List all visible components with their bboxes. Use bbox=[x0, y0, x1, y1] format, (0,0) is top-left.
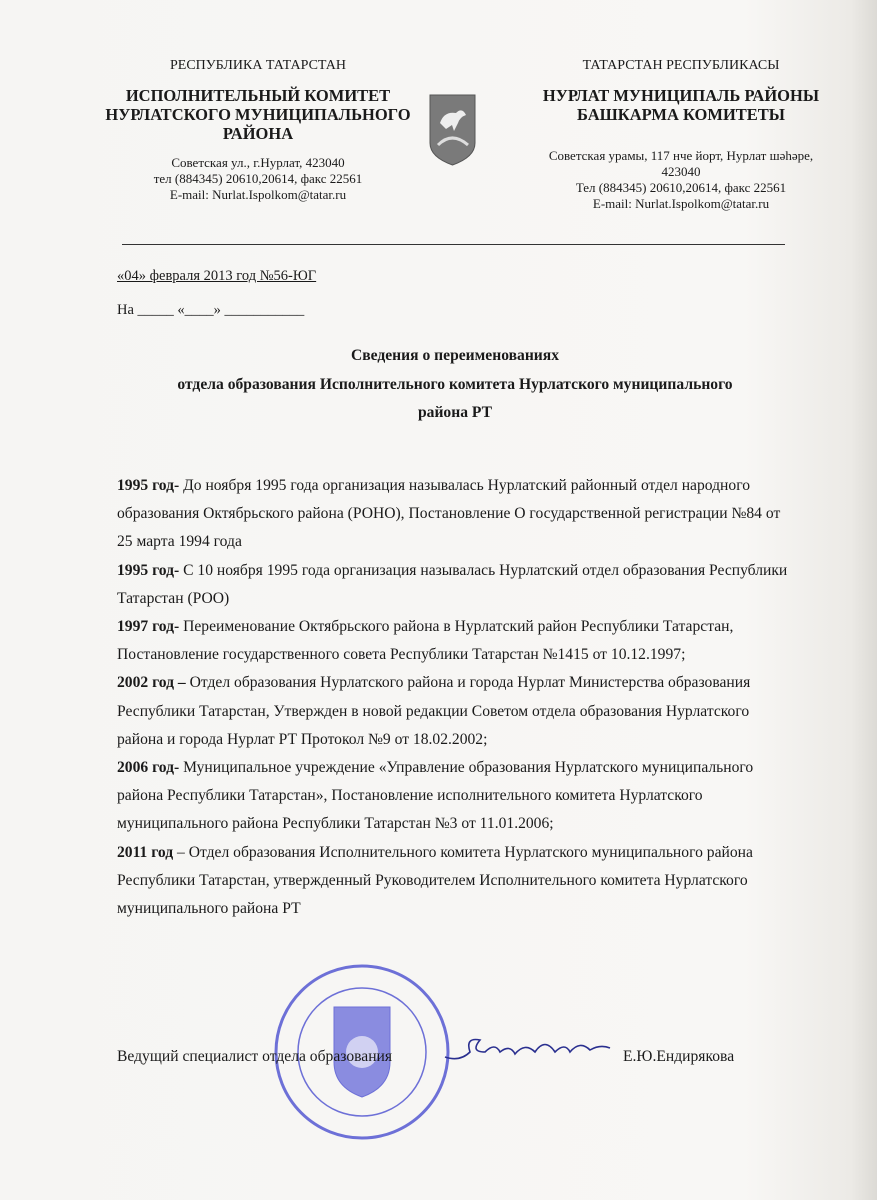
title-line: Сведения о переименованиях bbox=[350, 347, 560, 364]
phone-tt: Тел (884345) 20610,20614, факс 22561 bbox=[575, 180, 787, 195]
signer-name: Е.Ю.Ендирякова bbox=[623, 1048, 735, 1065]
entry-year: 1997 год- bbox=[117, 618, 180, 636]
entry bbox=[117, 754, 797, 839]
org-name-tt-2: БАШКАРМА КОМИТЕТЫ bbox=[577, 105, 785, 124]
org-name-ru-2: НУРЛАТСКОГО МУНИЦИПАЛЬНОГО bbox=[105, 105, 411, 124]
email-label: E-mail: bbox=[592, 196, 636, 211]
entry bbox=[117, 613, 797, 669]
entry-text: До ноября 1995 года организация называлась Нурлатский районный отдел народного образования Октябрьского района (РОНО), Постановление О государственной регистрации №84 от 25 марта 1994 года bbox=[117, 477, 781, 551]
header-right bbox=[528, 58, 834, 212]
entry bbox=[117, 557, 797, 613]
email-link[interactable]: Nurlat.Ispolkom@tatar.ru bbox=[212, 187, 347, 202]
document-body bbox=[117, 472, 797, 923]
coat-of-arms bbox=[428, 93, 477, 163]
org-name-ru-1: ИСПОЛНИТЕЛЬНЫЙ КОМИТЕТ bbox=[125, 86, 391, 105]
header-divider bbox=[122, 244, 785, 245]
entry-text: Муниципальное учреждение «Управление образования Нурлатского муниципального района Республики Татарстан», Постановление исполнительного комитета Нурлатского муниципального района Республики Татарстан №3 от 11.01.2006; bbox=[117, 759, 754, 833]
entry-year: 2006 год- bbox=[117, 759, 180, 777]
doc-recipient: На _____ «____» ___________ bbox=[117, 302, 305, 318]
entry-text: – Отдел образования Исполнительного комитета Нурлатского муниципального района Республики Татарстан, утвержденный Руководителем Исполнительного комитета Нурлатского муниципального района РТ bbox=[117, 843, 753, 918]
entry bbox=[117, 839, 797, 924]
address-tt-1: Советская урамы, 117 нче йорт, Нурлат шәһәре, bbox=[548, 148, 814, 163]
email-ru bbox=[100, 187, 416, 203]
title-line: отдела образования Исполнительного комитета Нурлатского муниципального bbox=[177, 375, 733, 393]
title-line: района РТ bbox=[417, 404, 493, 421]
entry-year: 1995 год- bbox=[117, 477, 180, 494]
entry-year: 2011 год bbox=[117, 843, 174, 861]
email-link[interactable]: Nurlat.Ispolkom@tatar.ru bbox=[635, 196, 770, 211]
entry-text: Отдел образования Нурлатского района и города Нурлат Министерства образования Республики Татарстан, Утвержден в новой редакции Советом отдела образования Нурлатского района и города Нурлат РТ Протокол №9 от 18.02.2002; bbox=[117, 674, 751, 748]
republic-tt: ТАТАРСТАН РЕСПУБЛИКАСЫ bbox=[582, 58, 780, 73]
email-tt bbox=[528, 196, 834, 212]
document-title bbox=[120, 342, 790, 428]
address-ru: Советская ул., г.Нурлат, 423040 bbox=[171, 155, 345, 170]
entry-year: 1995 год- bbox=[117, 561, 180, 579]
entry-text: Переименование Октябрьского района в Нурлатский район Республики Татарстан, Постановление государственного совета Республики Татарстан №1415 от 10.12.1997; bbox=[117, 618, 734, 664]
entry bbox=[117, 669, 797, 754]
address-tt-2: 423040 bbox=[661, 164, 701, 179]
phone-ru: тел (884345) 20610,20614, факс 22561 bbox=[153, 171, 363, 186]
republic-ru: РЕСПУБЛИКА ТАТАРСТАН bbox=[169, 58, 346, 73]
header-left bbox=[100, 58, 416, 203]
doc-reference: «04» февраля 2013 год №56-ЮГ bbox=[117, 268, 317, 284]
email-label: E-mail: bbox=[169, 187, 213, 202]
org-name-ru-3: РАЙОНА bbox=[222, 124, 294, 143]
entry-text: С 10 ноября 1995 года организация называлась Нурлатский отдел образования Республики Татарстан (РОО) bbox=[117, 561, 788, 607]
handwritten-signature bbox=[440, 1022, 620, 1077]
org-name-tt-1: НУРЛАТ МУНИЦИПАЛЬ РАЙОНЫ bbox=[542, 86, 820, 105]
entry bbox=[117, 472, 797, 557]
signer-position: Ведущий специалист отдела образования bbox=[117, 1048, 393, 1065]
entry-year: 2002 год – bbox=[117, 674, 186, 692]
